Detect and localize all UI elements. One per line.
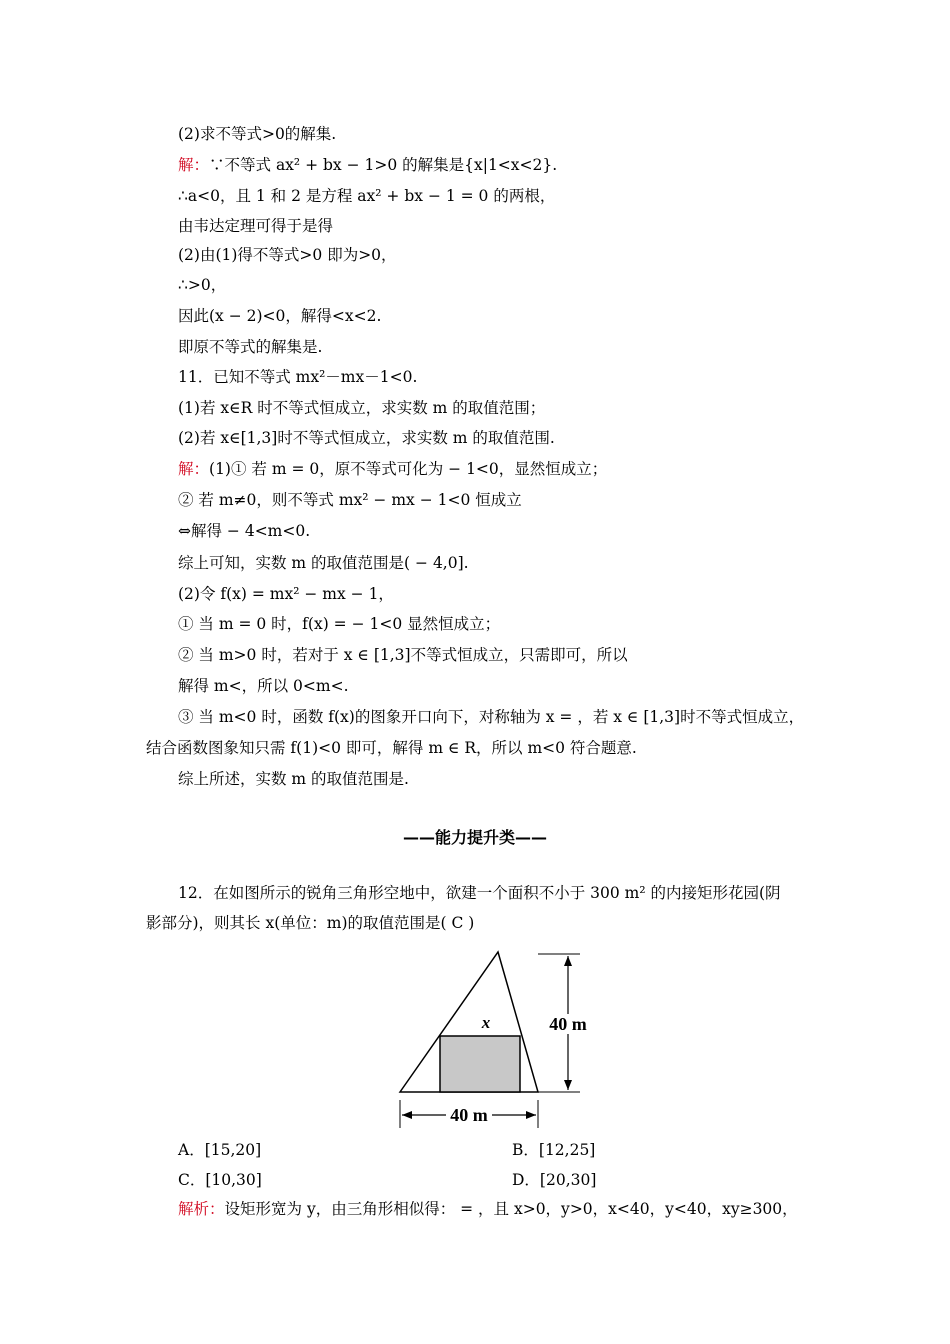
text-line: ③ 当 m<0 时，函数 f(x)的图象开口向下，对称轴为 x = ，若 x ∈ [1,3]时不等式恒成立， [178, 708, 805, 726]
arrow-left-icon [402, 1111, 412, 1119]
triangle-diagram [390, 948, 610, 1130]
option-d: D．[20,30] [512, 1171, 597, 1189]
problem-12-stem: 12．在如图所示的锐角三角形空地中，欲建一个面积不小于 300 m² 的内接矩形花园(阴 [178, 884, 781, 902]
solution-label: 解： [178, 156, 210, 174]
text-line: 由韦达定理可得于是得 [178, 217, 334, 235]
height-label: 40 m [549, 1014, 587, 1034]
text-line: 综上所述，实数 m 的取值范围是. [178, 770, 409, 788]
text-line: (2)求不等式>0的解集. [178, 125, 337, 143]
text-line [178, 459, 607, 479]
text-line: (2)若 x∈[1,3]时不等式恒成立，求实数 m 的取值范围. [178, 429, 555, 447]
text-line: ∴>0， [178, 276, 227, 294]
option-b: B．[12,25] [512, 1141, 596, 1159]
text-line: ② 当 m>0 时，若对于 x ∈ [1,3]不等式恒成立，只需即可，所以 [178, 646, 628, 664]
text-line: 综上可知，实数 m 的取值范围是( − 4,0]. [178, 554, 469, 572]
solution-label: 解： [178, 460, 210, 478]
text-line: (1)若 x∈R 时不等式恒成立，求实数 m 的取值范围； [178, 399, 546, 417]
inscribed-rectangle [440, 1036, 520, 1092]
text-line [178, 155, 557, 175]
option-c: C．[10,30] [178, 1171, 262, 1189]
text-line: ① 当 m = 0 时，f(x) = − 1<0 显然恒成立； [178, 615, 501, 633]
text-line [178, 1199, 798, 1219]
text-line: 结合函数图象知只需 f(1)<0 即可，解得 m ∈ R，所以 m<0 符合题意. [146, 739, 637, 757]
section-title: ——能力提升类—— [402, 828, 547, 847]
text-line: ⇔解得 − 4<m<0. [178, 522, 311, 540]
text-line: ∴a<0，且 1 和 2 是方程 ax² + bx − 1 = 0 的两根， [178, 187, 556, 205]
text-line: 解得 m<，所以 0<m<. [178, 677, 349, 695]
text-line: 因此(x − 2)<0，解得<x<2. [178, 307, 382, 325]
text-line: (2)由(1)得不等式>0 即为>0， [178, 246, 397, 264]
text-line: ② 若 m≠0，则不等式 mx² − mx − 1<0 恒成立 [178, 491, 522, 509]
x-label: x [481, 1013, 491, 1032]
text-line: 影部分)，则其长 x(单位：m)的取值范围是( C ) [146, 914, 475, 932]
text-line: 即原不等式的解集是. [178, 338, 323, 356]
analysis-label: 解析： [178, 1200, 225, 1218]
problem-11-stem: 11．已知不等式 mx²－mx－1<0. [178, 368, 418, 386]
line-text: ∵不等式 ax² + bx − 1>0 的解集是{x|1<x<2}. [209, 156, 558, 174]
triangle-figure [390, 948, 610, 1130]
arrow-right-icon [526, 1111, 536, 1119]
option-a: A．[15,20] [178, 1141, 262, 1159]
text-line: (2)令 f(x) = mx² − mx − 1， [178, 585, 394, 603]
line-text: 设矩形宽为 y，由三角形相似得： = ，且 x>0，y>0，x<40，y<40，xy≥300， [224, 1200, 798, 1218]
line-text: (1)① 若 m = 0，原不等式可化为 − 1<0，显然恒成立； [209, 460, 608, 478]
arrow-down-icon [564, 1080, 572, 1090]
arrow-up-icon [564, 956, 572, 966]
base-label: 40 m [450, 1105, 488, 1125]
